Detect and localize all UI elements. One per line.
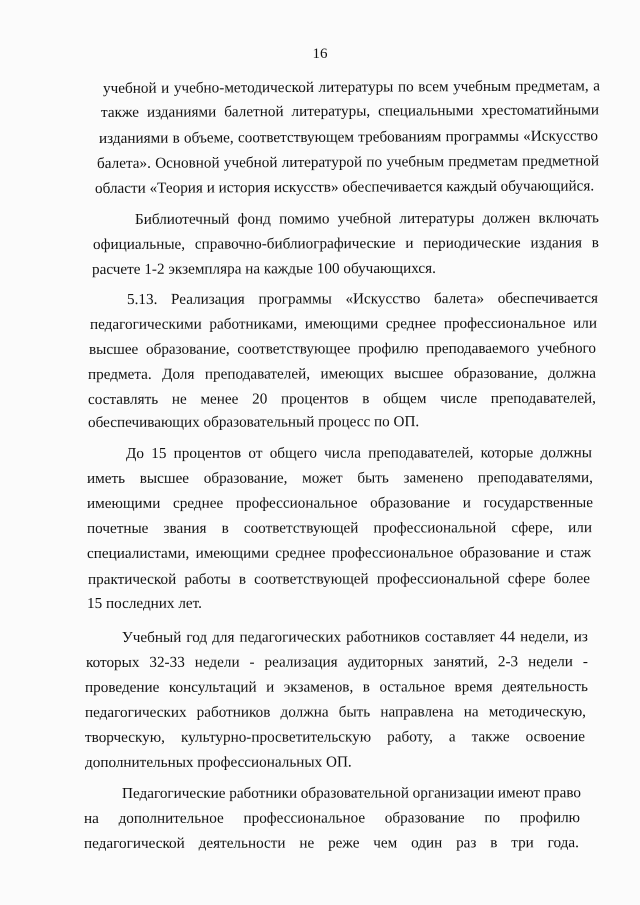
text-line: педагогической деятельности не реже чем один раз в три года. <box>83 834 579 852</box>
text-line: официальные, справочно-библиографические и периодические издания в <box>92 234 599 253</box>
text-line: изданиями в объеме, соответствующем требованиям программы «Искусство <box>98 127 599 147</box>
text-line: на дополнительное профессиональное образование по профилю <box>83 809 581 827</box>
text-line: Библиотечный фонд помимо учебной литературы должен включать <box>134 209 599 228</box>
text-line: специалистами, имеющими среднее профессиональное образование и стаж <box>86 544 591 562</box>
text-line: области «Теория и история искусств» обеспечивается каждый обучающийся. <box>94 177 595 197</box>
page-number: 16 <box>312 46 328 62</box>
text-line: имеющими среднее профессиональное образование и государственные <box>86 494 593 512</box>
text-line: 5.13. Реализация программы «Искусство балета» обеспечивается <box>126 289 599 308</box>
text-line: также изданиями балетной литературы, специальными хрестоматийными <box>100 101 600 121</box>
text-line: которых 32-33 недели - реализация аудиторных занятий, 2-3 недели - <box>85 653 588 671</box>
text-line: Учебный год для педагогических работников составляет 44 недели, из <box>121 628 588 646</box>
text-line: иметь высшее образование, может быть заменено преподавателями, <box>86 469 593 487</box>
text-line: педагогических работников должна быть направлена на методическую, <box>84 703 586 721</box>
text-line: балета». Основной учебной литературой по учебным предметам предметной <box>96 152 600 172</box>
text-line: высшее образование, соответствующее профилю преподаваемого учебного <box>88 339 597 358</box>
text-line: педагогическими работниками, имеющими среднее профессиональное или <box>89 314 598 333</box>
text-line: проведение консультаций и экзаменов, в остальное время деятельность <box>84 678 588 696</box>
text-line: составлять не менее 20 процентов в общем числе преподавателей, <box>87 389 596 408</box>
text-line: учебной и учебно-методической литературы по всем учебным предметам, а <box>102 77 601 97</box>
text-line: 15 последних лет. <box>86 594 202 612</box>
text-line: почетные звания в соответствующей профессиональной сфере, или <box>86 519 592 537</box>
text-line: практической работы в соответствующей профессиональной сфере более <box>87 570 590 588</box>
text-line: расчете 1-2 экземпляра на каждые 100 обучающихся. <box>91 259 436 278</box>
text-line: дополнительных профессиональных ОП. <box>84 753 352 771</box>
text-line: творческую, культурно-просветительскую работу, а также освоение <box>84 728 585 746</box>
text-line: До 15 процентов от общего числа преподавателей, которые должны <box>125 444 593 462</box>
text-line: предмета. Доля преподавателей, имеющих высшее образование, должна <box>87 364 597 383</box>
text-line: обеспечивающих образовательный процесс по ОП. <box>87 413 420 431</box>
text-line: Педагогические работники образовательной организации имеют право <box>121 784 581 802</box>
